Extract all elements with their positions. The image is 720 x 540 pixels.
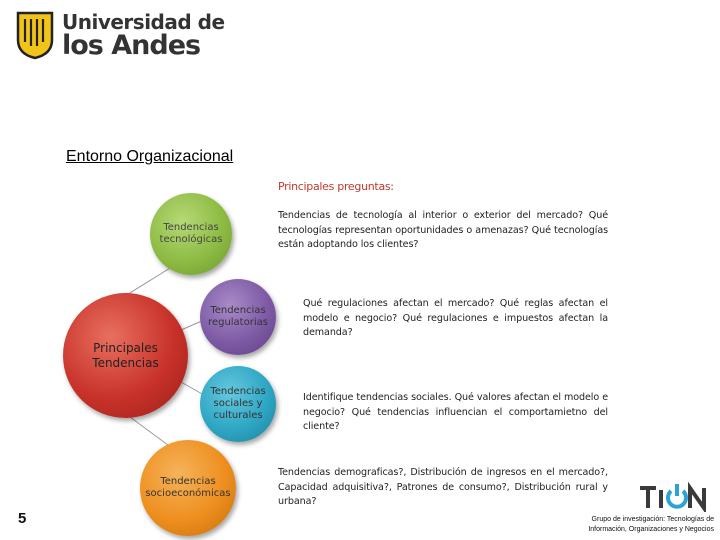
question-text-socioeconomicas: Tendencias demograficas?, Distribución de ingresos en el mercado?, Capacidad adquisitiva?, Patrones de consumo?, Distribución rural y urbana? xyxy=(278,467,608,507)
research-group-caption: Grupo de investigación: Tecnologías de Información, Organizaciones y Negocios xyxy=(588,516,714,533)
connector-socioeconomicas xyxy=(130,417,172,448)
slide-title: Entorno Organizacional xyxy=(66,148,234,165)
node-regulatorias: Tendencias regulatorias xyxy=(200,279,276,355)
university-crest-icon xyxy=(14,10,56,60)
logo-line-1: Universidad de xyxy=(62,10,225,34)
tion-logo-icon xyxy=(640,480,710,512)
center-node: Principales Tendencias xyxy=(63,293,188,418)
node-sociales: Tendencias sociales y culturales xyxy=(200,366,276,442)
questions-heading: Principales preguntas: xyxy=(278,180,394,193)
page-number: 5 xyxy=(18,510,27,527)
node-tecnologicas: Tendencias tecnológicas xyxy=(150,193,232,275)
university-logo xyxy=(14,10,225,62)
tion-logo xyxy=(640,480,710,512)
node-socioeconomicas: Tendencias socioeconómicas xyxy=(140,440,236,536)
logo-line-2: los Andes xyxy=(62,30,201,61)
question-text-regulatorias: Qué regulaciones afectan el mercado? Qué reglas afectan el modelo e negocio? Qué regulaciones e impuestos afectan la demanda? xyxy=(303,298,608,338)
question-text-tecnologicas: Tendencias de tecnología al interior o exterior del mercado? Qué tecnologías representan oportunidades o amenazas? Qué tecnologías están adoptando los clientes? xyxy=(278,210,608,250)
connector-tecnologicas xyxy=(125,265,175,296)
question-text-sociales: Identifique tendencias sociales. Qué valores afectan el modelo e negocio? Qué tendencias influencian el comportamietno del cliente? xyxy=(303,392,608,432)
